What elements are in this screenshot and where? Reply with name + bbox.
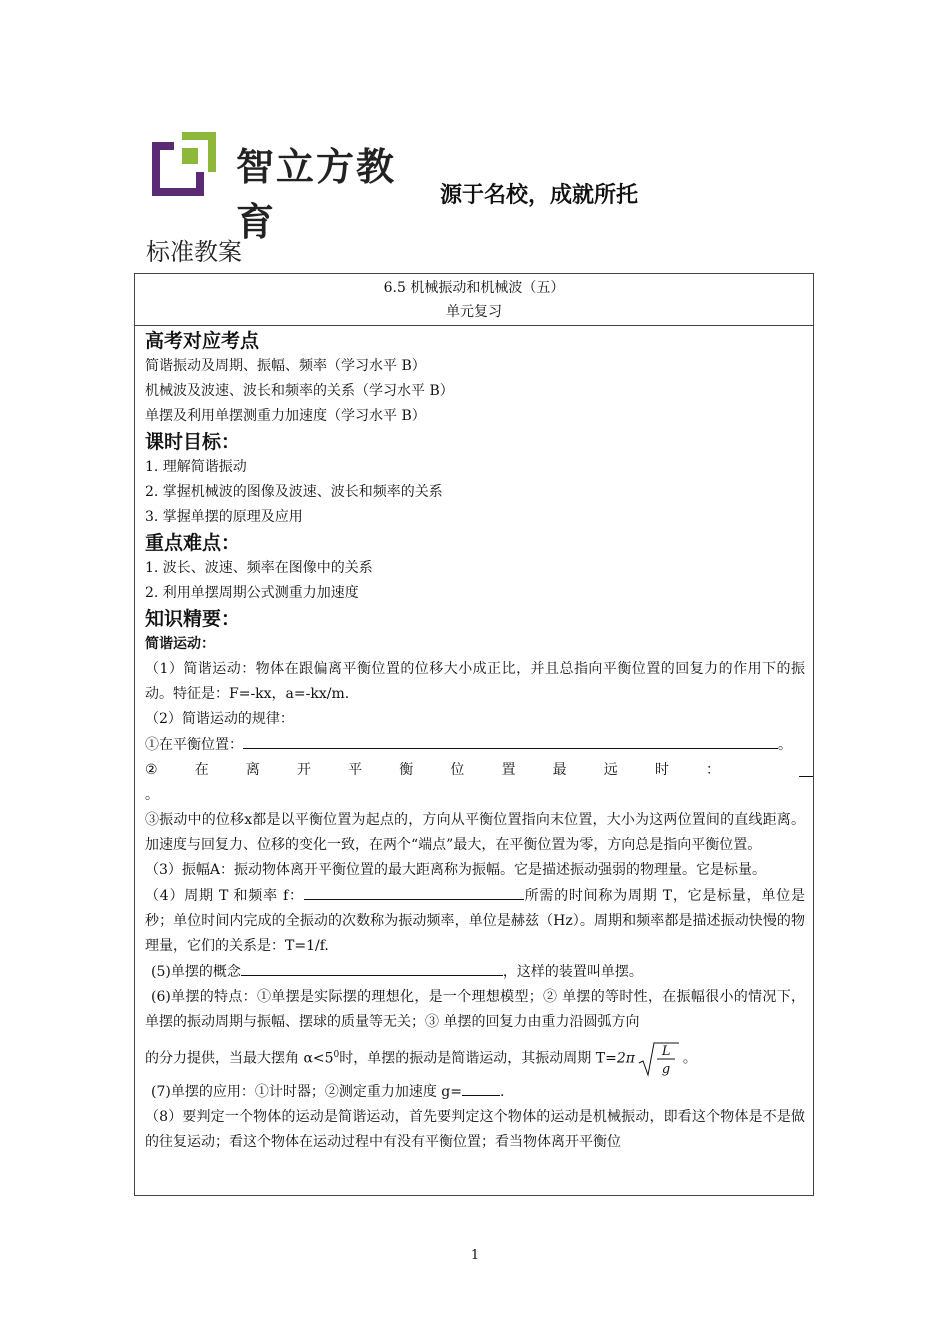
answer-blank — [799, 760, 814, 777]
formula-coefficient: 2π — [616, 1050, 635, 1067]
fill-in-farthest — [145, 758, 805, 783]
fill-in-end: 。 — [145, 787, 159, 803]
fill-in-label: ①在平衡位置： — [145, 737, 243, 753]
concept-end: ，这样的装置叫单摆。 — [502, 964, 643, 980]
section-title-goals: 课时目标： — [145, 431, 241, 453]
section-title-knowledge: 知识精要： — [145, 608, 241, 630]
char: 远 — [603, 762, 618, 778]
char: 时 — [654, 762, 669, 778]
paragraph-pendulum-features: (6)单摆的特点：①单摆是实际摆的理想化，是一个理想模型；② 单摆的等时性，在振幅很小的情况下，单摆的振动周期与振幅、摆球的质量等无关；③ 单摆的回复力由重力沿圆弧方向 — [145, 989, 805, 1030]
list-item: 1. 理解简谐振动 — [145, 459, 247, 475]
sqrt-fraction — [637, 1041, 681, 1077]
paragraph-period — [145, 883, 805, 959]
logo-text: 智立方教育 — [236, 145, 397, 244]
degree-superscript: 0 — [333, 1050, 340, 1060]
paragraph-pendulum-concept — [145, 959, 805, 985]
paragraph-judgement: （8）要判定一个物体的运动是简谐运动，首先要判定这个物体的运动是机械振动，即看这个物体是不是做的往复运动；看这个物体在运动过程中有没有平衡位置；看当物体离开平衡位 — [145, 1109, 805, 1150]
uses-end: . — [499, 1084, 505, 1100]
concept-start: (5)单摆的概念 — [151, 964, 241, 980]
slogan: 源于名校，成就所托 — [440, 183, 639, 208]
paragraph-pendulum-uses — [145, 1079, 805, 1105]
uses-start: (7)单摆的应用：①计时器；②测定重力加速度 g= — [151, 1084, 462, 1100]
char: ： — [705, 762, 720, 778]
lesson-plan-table — [134, 273, 814, 1196]
period-start: （4）周期 T 和频率 f： — [145, 888, 304, 904]
paragraph-shm-definition: （1）简谐运动：物体在跟偏离平衡位置的位移大小成正比，并且总指向平衡位置的回复力的作用下的振动。特征是：F=-kx，a=-kx/m. — [145, 661, 805, 702]
answer-blank — [241, 959, 503, 976]
fill-in-end: 。 — [778, 737, 792, 753]
lesson-subtitle: 单元复习 — [446, 304, 502, 320]
fraction-numerator: L — [661, 1043, 671, 1059]
lesson-header — [135, 274, 813, 326]
period-formula-end: 。 — [682, 1050, 697, 1067]
paragraph-shm-rules: （2）简谐运动的规律： — [145, 711, 294, 727]
char: 在 — [194, 762, 209, 778]
char: 位 — [450, 762, 465, 778]
list-item: 3. 掌握单摆的原理及应用 — [145, 509, 303, 525]
char: 开 — [296, 762, 311, 778]
list-item: 2. 掌握机械波的图像及波速、波长和频率的关系 — [145, 484, 443, 500]
paragraph-pendulum-period — [145, 1035, 805, 1079]
char: 置 — [501, 762, 516, 778]
list-item: 单摆及利用单摆测重力加速度（学习水平 B） — [145, 408, 426, 424]
logo-mark-icon — [148, 128, 220, 200]
answer-blank — [243, 732, 778, 749]
paragraph-displacement: ③振动中的位移x都是以平衡位置为起点的，方向从平衡位置指向末位置，大小为这两位置间的直线距离。加速度与回复力、位移的变化一致，在两个“端点”最大，在平衡位置为零，方向总是指向平衡位置。 — [145, 812, 805, 853]
list-item: 1. 波长、波速、频率在图像中的关系 — [145, 560, 373, 576]
period-formula-start: 的分力提供，当最大摆角 α<5 — [145, 1050, 334, 1067]
brand-logo — [148, 128, 408, 244]
page-number: 1 — [470, 1248, 480, 1263]
subsection-title-shm: 简谐运动： — [145, 636, 215, 652]
section-title-exam-points: 高考对应考点 — [145, 330, 260, 352]
list-item: 2. 利用单摆周期公式测重力加速度 — [145, 585, 359, 601]
period-formula-mid: 时，单摆的振动是简谐运动，其振动周期 T= — [339, 1050, 617, 1067]
section-title-key-points: 重点难点： — [145, 532, 241, 554]
spread-text — [145, 758, 720, 783]
list-item: 机械波及波速、波长和频率的关系（学习水平 B） — [145, 383, 454, 399]
fill-in-equilibrium — [145, 732, 805, 758]
fraction-denominator: g — [661, 1061, 671, 1077]
answer-blank — [462, 1079, 500, 1096]
list-item: 简谐振动及周期、振幅、频率（学习水平 B） — [145, 358, 426, 374]
char: 离 — [245, 762, 260, 778]
char: 平 — [348, 762, 363, 778]
lesson-title: 6.5 机械振动和机械波（五） — [383, 280, 565, 296]
period-rest: 所需的时间称为周期 T，它是标量，单位是秒；单位时间内完成的全振动的次数称为振动频率，单位是赫兹（Hz）。周期和频率都是描述振动快慢的物理量，它们的关系是：T=1/f. — [145, 888, 805, 954]
paragraph-amplitude: （3）振幅A：振动物体离开平衡位置的最大距离称为振幅。它是描述振动强弱的物理量。它是标量。 — [145, 862, 767, 878]
lesson-body — [135, 326, 813, 1155]
char: 最 — [552, 762, 567, 778]
document-type: 标准教案 — [146, 238, 242, 266]
sqrt-sign-icon — [637, 1041, 681, 1077]
char: ② — [145, 762, 158, 778]
char: 衡 — [399, 762, 414, 778]
answer-blank — [304, 883, 524, 900]
